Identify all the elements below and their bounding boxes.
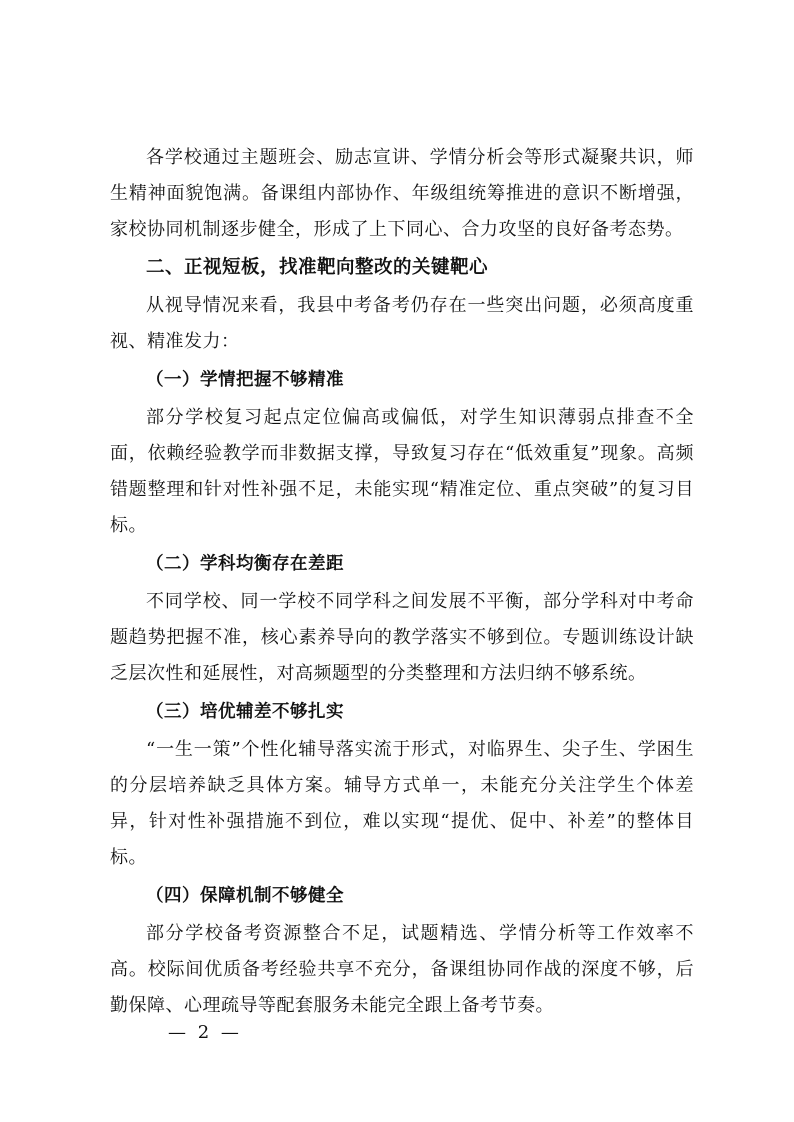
paragraph-achievements: 各学校通过主题班会、励志宣讲、学情分析会等形式凝聚共识，师生精神面貌饱满。备课组内部协作、年级组统筹推进的意识不断增强，家校协同机制逐步健全，形成了上下同心、合力攻坚的良好备考态势。 [110, 147, 694, 240]
page-number: — 2 — [168, 1022, 242, 1043]
subheading-3: （三）培优辅差不够扎实 [146, 702, 344, 722]
subheading-2: （二）学科均衡存在差距 [146, 554, 344, 574]
section-heading-2: 二、正视短板，找准靶向整改的关键靶心 [146, 257, 489, 278]
subheading-4: （四）保障机制不够健全 [146, 886, 344, 906]
paragraph-2: 不同学校、同一学校不同学科之间发展不平衡，部分学科对中考命题趋势把握不准，核心素养导向的教学落实不够到位。专题训练设计缺乏层次性和延展性，对高频题型的分类整理和方法归纳不够系统。 [110, 591, 694, 684]
paragraph-1: 部分学校复习起点定位偏高或偏低，对学生知识薄弱点排查不全面，依赖经验教学而非数据支撑，导致复习存在“低效重复”现象。高频错题整理和针对性补强不足，未能实现“精准定位、重点突破”的复习目标。 [110, 407, 694, 536]
paragraph-intro: 从视导情况来看，我县中考备考仍存在一些突出问题，必须高度重视、精准发力： [110, 295, 694, 352]
paragraph-3: “一生一策”个性化辅导落实流于形式，对临界生、尖子生、学困生的分层培养缺乏具体方案。辅导方式单一，未能充分关注学生个体差异，针对性补强措施不到位，难以实现“提优、促中、补差”的整体目标。 [110, 739, 694, 868]
paragraph-4: 部分学校备考资源整合不足，试题精选、学情分析等工作效率不高。校际间优质备考经验共享不充分，备课组协同作战的深度不够，后勤保障、心理疏导等配套服务未能完全跟上备考节奏。 [110, 923, 694, 1016]
subheading-1: （一）学情把握不够精准 [146, 370, 344, 390]
document-body [110, 140, 694, 1024]
